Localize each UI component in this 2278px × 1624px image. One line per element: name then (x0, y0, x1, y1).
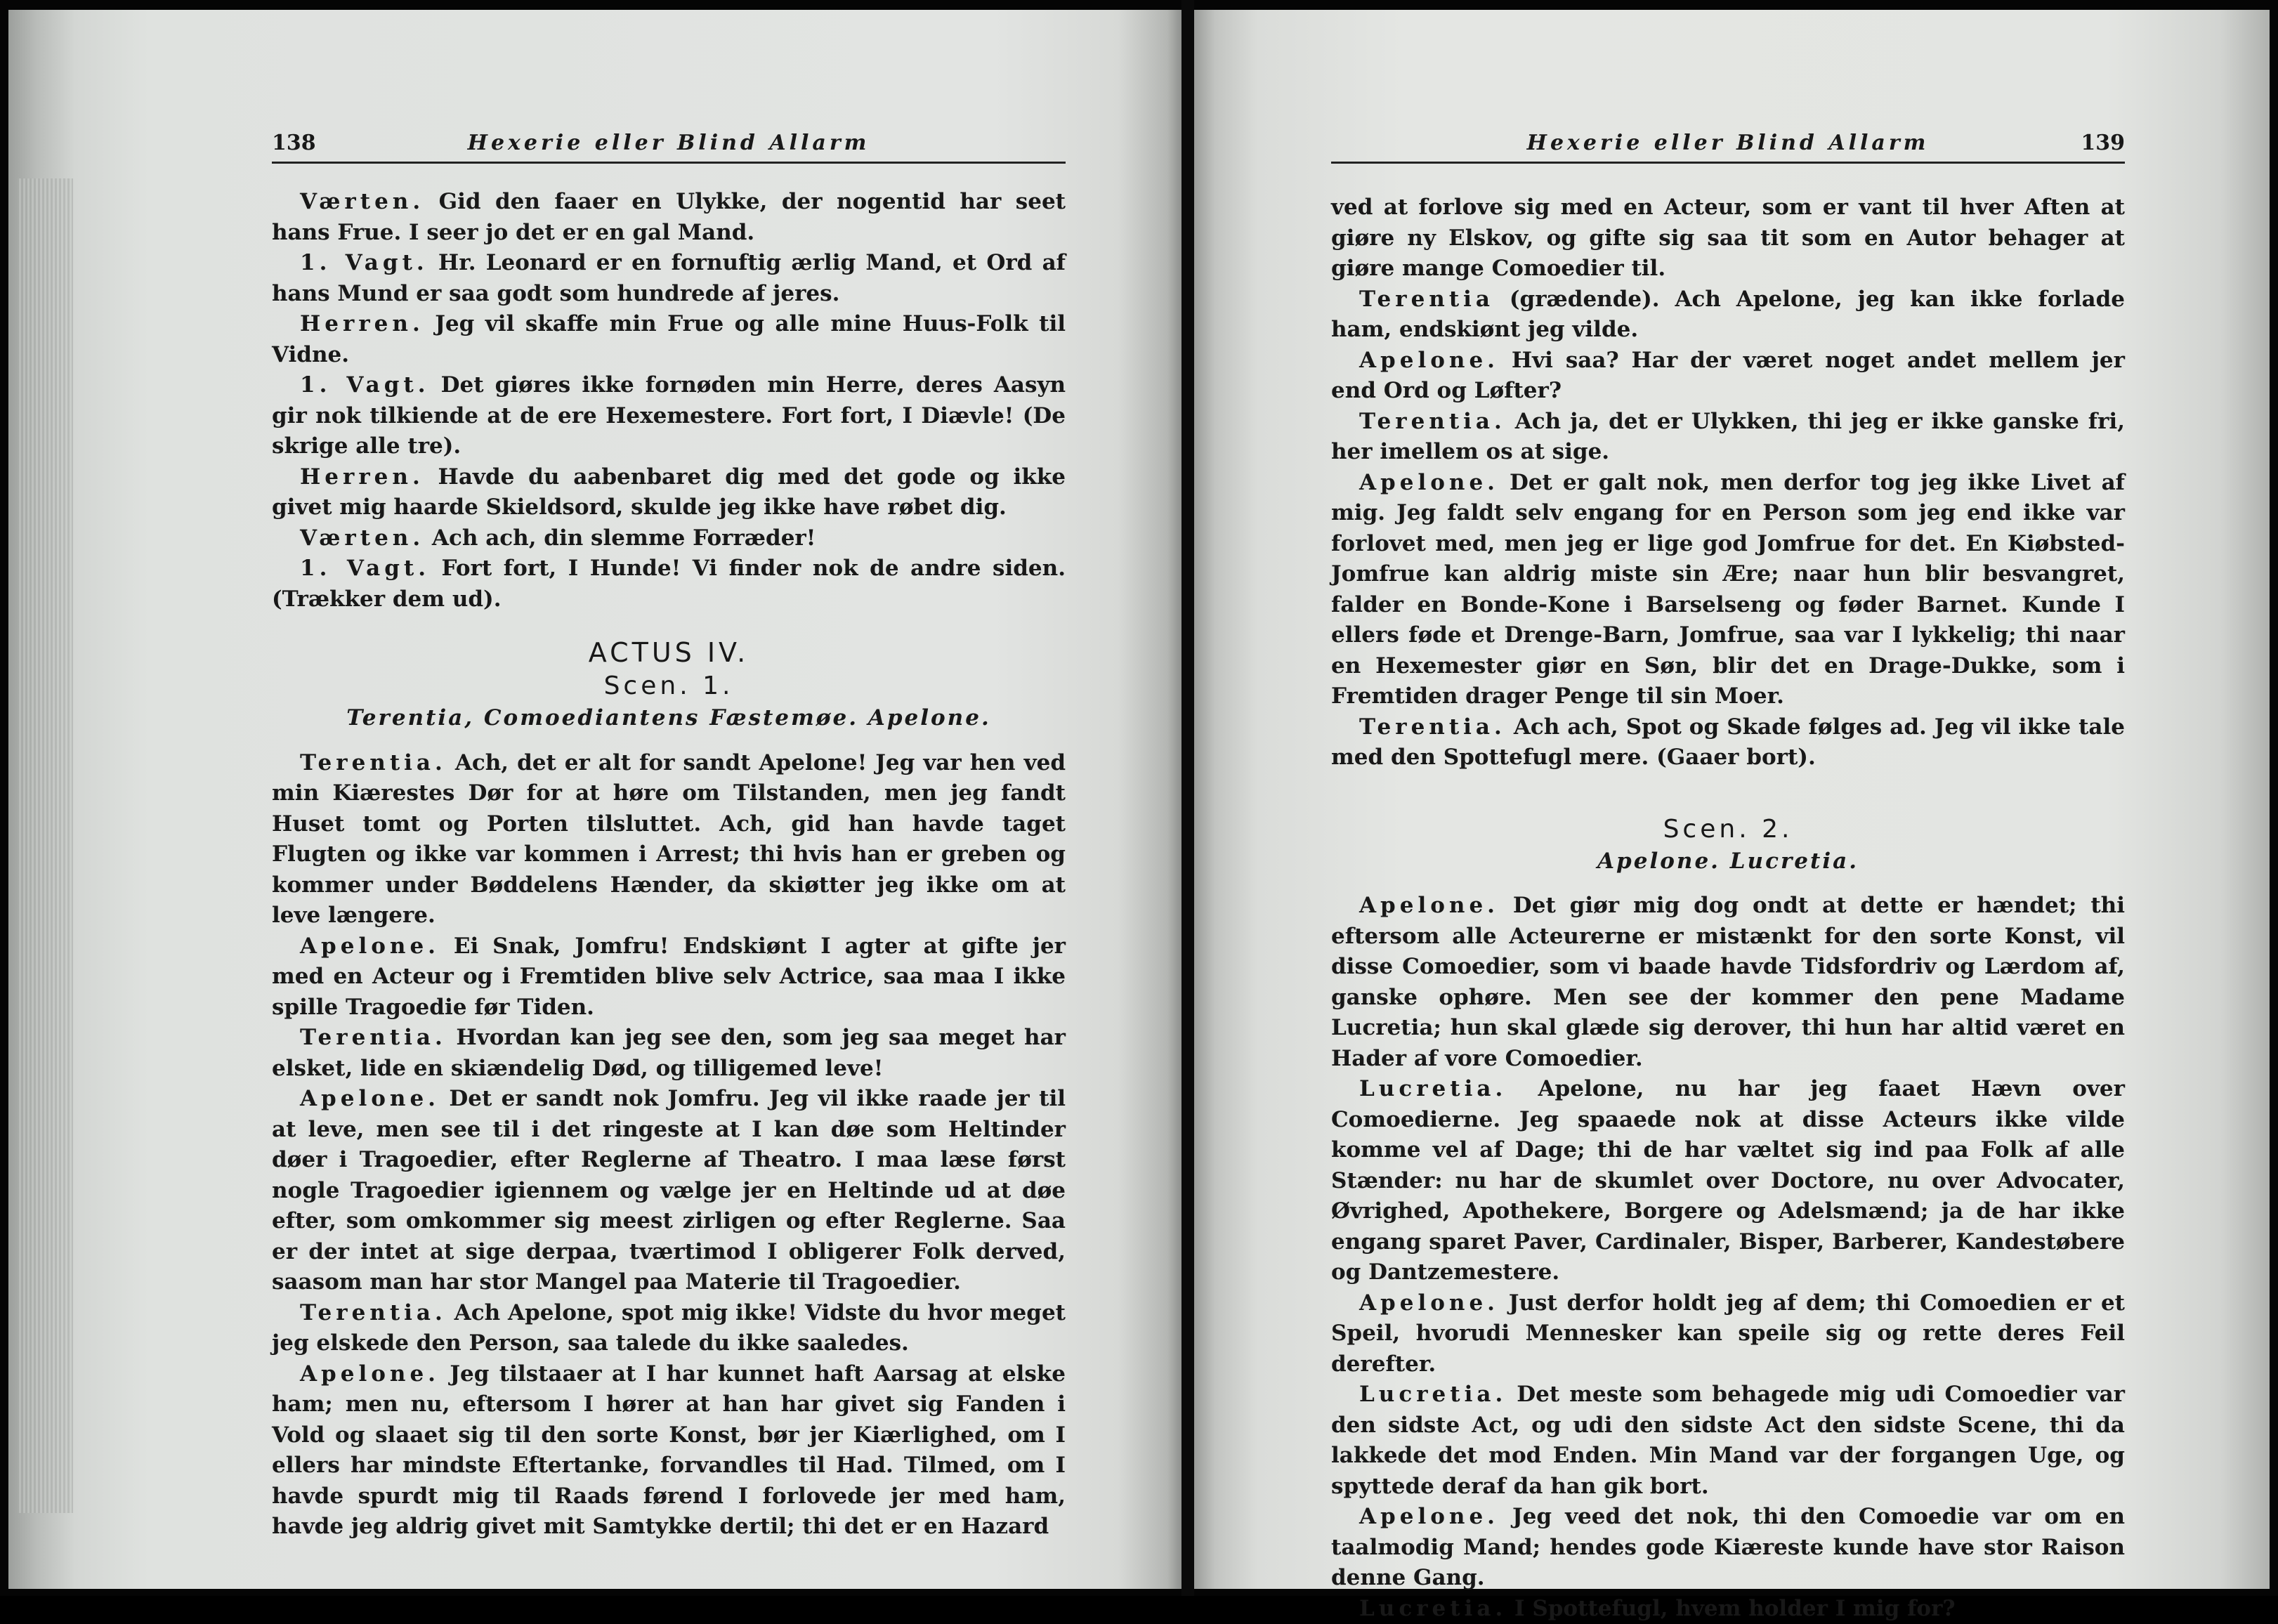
speaker-name: Terentia. (1359, 714, 1506, 740)
speech-paragraph (272, 1359, 1066, 1543)
speech-paragraph (272, 554, 1066, 615)
speech-paragraph (1331, 891, 2125, 1074)
speech-text: Hr. Leonard er en fornuftig ærlig Mand, et Ord af hans Mund er saa godt som hundrede af jeres. (272, 250, 1066, 306)
speech-paragraph (272, 370, 1066, 462)
persons-line: Terentia, Comoediantens Fæstemøe. Apelone. (272, 703, 1066, 734)
speech-text: Det er sandt nok Jomfru. Jeg vil ikke raade jer til at leve, men see til i det ringeste at I kan døe som Heltinder døer i Tragoedier, efter Reglerne af Theatro. I maa læse først nogle Tragoedier igiennem og vælge jer en Heltinde ud at døe efter, som omkommer sig meest zirligen og efter Reglerne. Saa er der intet at sige derpaa, tværtimod I obligerer Folk derved, saasom man har stor Mangel paa Materie til Tragoedier. (272, 1086, 1066, 1295)
speech-text: Just derfor holdt jeg af dem; thi Comoedien er et Speil, hvorudi Mennesker kan speile sig og rette deres Feil derefter. (1331, 1290, 2125, 1377)
speaker-name: 1. Vagt. (300, 250, 428, 275)
speaker-name: 1. Vagt. (300, 556, 430, 581)
speech-text: Ach Apelone, spot mig ikke! Vidste du hvor meget jeg elskede den Person, saa talede du ikke saaledes. (272, 1300, 1066, 1356)
speech-text: Fort fort, I Hunde! Vi finder nok de andre siden. (Trækker dem ud). (272, 556, 1066, 612)
book-gutter (1181, 0, 1194, 1596)
speaker-name: Terentia. (1359, 409, 1506, 434)
running-head-left (272, 126, 1066, 164)
speaker-name: Værten. (300, 525, 424, 551)
speech-text: ved at forlove sig med en Acteur, som er vant til hver Aften at giøre ny Elskov, og gifte sig saa tit som en Autor behager at giøre mange Comoedier til. (1331, 195, 2125, 281)
running-title: Hexerie eller Blind Allarm (272, 131, 1066, 155)
right-page-text (1331, 192, 2125, 1624)
speech-paragraph (272, 748, 1066, 931)
spacer (1331, 773, 2125, 813)
speaker-name: Herren. (300, 311, 424, 336)
speaker-name: Terentia. (300, 750, 447, 775)
speech-text: (grædende). Ach Apelone, jeg kan ikke forlade ham, endskiønt jeg vilde. (1331, 287, 2125, 343)
speech-paragraph (1331, 1502, 2125, 1594)
speaker-name: Apelone. (300, 1086, 440, 1111)
speaker-name: Apelone. (1359, 1504, 1499, 1529)
speech-text: Jeg veed det nok, thi den Comoedie var om en taalmodig Mand; hendes gode Kiæreste kunde have stor Raison denne Gang. (1331, 1504, 2125, 1590)
speech-text: Havde du aabenbaret dig med det gode og ikke givet mig haarde Skieldsord, skulde jeg ikke have røbet dig. (272, 464, 1066, 520)
speech-text: Gid den faaer en Ulykke, der nogentid har seet hans Frue. I seer jo det er en gal Mand. (272, 189, 1066, 245)
speech-text: Det er galt nok, men derfor tog jeg ikke Livet af mig. Jeg faldt selv engang for en Person som jeg end ikke var forlovet med, men jeg er lige god Jomfrue for det. En Kiøbsted-Jomfrue kan aldrig miste sin Ære; naar hun blir besvangret, falder en Bonde-Kone i Barselseng og føder Barnet. Kunde I ellers føde et Drenge-Barn, Jomfrue, saa var I lykkelig; thi naar en Hexemester giør en Søn, blir det en Drage-Dukke, som i Fremtiden drager Penge til sin Moer. (1331, 470, 2125, 709)
speech-paragraph (1331, 284, 2125, 346)
speech-paragraph (1331, 1594, 2125, 1624)
speech-text: Ach ach, Spot og Skade følges ad. Jeg vil ikke tale med den Spottefugl mere. (Gaaer bort). (1331, 714, 2125, 771)
speaker-name: Terentia. (300, 1300, 447, 1325)
speech-paragraph (272, 523, 1066, 554)
persons-line: Apelone. Lucretia. (1331, 846, 2125, 877)
speech-paragraph (1331, 346, 2125, 407)
speech-paragraph (272, 187, 1066, 248)
dialogue-block (1331, 891, 2125, 1624)
speaker-name: Apelone. (1359, 893, 1499, 918)
running-title: Hexerie eller Blind Allarm (1331, 131, 2125, 155)
speaker-name: Apelone. (1359, 1290, 1499, 1316)
speech-text: Jeg tilstaaer at I har kunnet haft Aarsag at elske ham; men nu, eftersom I hører at han har givet sig Fanden i Vold og slaaet sig til den sorte Konst, bør jer Kiærlighed, om I ellers har mindste Eftertanke, forvandles til Had. Tilmed, om I havde spurdt mig til Raads førend I forlovede jer med ham, havde jeg aldrig givet mit Samtykke dertil; thi det er en Hazard (272, 1361, 1066, 1540)
speaker-name: Terentia (1359, 287, 1494, 312)
speech-text: Jeg vil skaffe min Frue og alle mine Huus-Folk til Vidne. (272, 311, 1066, 367)
speaker-name: Apelone. (1359, 348, 1499, 373)
left-page-text (272, 187, 1066, 1543)
dialogue-block (272, 187, 1066, 615)
speech-paragraph (272, 1023, 1066, 1084)
speech-text: Ach ach, din slemme Forræder! (424, 525, 816, 551)
right-page (1194, 10, 2270, 1589)
speech-paragraph (272, 462, 1066, 523)
speech-paragraph (272, 1298, 1066, 1359)
speech-text: Det meste som behagede mig udi Comoedier var den sidste Act, og udi den sidste Act den sidste Scene, thi da lakkede det mod Enden. Min Mand var der forgangen Uge, og spyttede deraf da han gik bort. (1331, 1382, 2125, 1499)
speech-paragraph (1331, 1288, 2125, 1380)
speaker-name: Værten. (300, 189, 424, 214)
scene-heading: Scen. 2. (1331, 813, 2125, 846)
dialogue-block (272, 748, 1066, 1543)
speech-paragraph (1331, 712, 2125, 773)
speaker-name: 1. Vagt. (300, 372, 430, 398)
speaker-name: Terentia. (300, 1025, 447, 1050)
speech-paragraph (272, 931, 1066, 1023)
page-number: 139 (2081, 131, 2125, 155)
speech-paragraph (1331, 1380, 2125, 1502)
speech-paragraph (272, 309, 1066, 370)
speaker-name: Lucretia. (1359, 1596, 1507, 1621)
speech-paragraph (1331, 1074, 2125, 1288)
scene-heading: Scen. 1. (272, 669, 1066, 703)
speech-paragraph (1331, 407, 2125, 468)
speech-text: Det giør mig dog ondt at dette er hændet; thi eftersom alle Acteurerne er mistænkt for den sorte Konst, vil disse Comoedier, som vi baade havde Tidsfordriv og Lærdom af, ganske ophøre. Men see der kommer den pene Madame Lucretia; hun skal glæde sig derover, thi hun har altid været en Hader af vore Comoedier. (1331, 893, 2125, 1071)
page-edges (17, 178, 73, 1513)
speaker-name: Apelone. (1359, 470, 1499, 495)
speech-text: Hvordan kan jeg see den, som jeg saa meget har elsket, lide en skiændelig Død, og tilligemed leve! (272, 1025, 1066, 1081)
speech-text: Apelone, nu har jeg faaet Hævn over Comoedierne. Jeg spaaede nok at disse Acteurs ikke vilde komme vel af Dage; thi de har væltet sig ind paa Folk af alle Stænder: nu har de skumlet over Doctore, nu over Advocater, Øvrighed, Apothekere, Borgere og Adelsmænd; ja de har ikke engang sparet Paver, Cardinaler, Bisper, Barberer, Kandestøbere og Dantzemestere. (1331, 1076, 2125, 1285)
running-head-right (1331, 126, 2125, 164)
speech-text: Hvi saa? Har der været noget andet mellem jer end Ord og Løfter? (1331, 348, 2125, 404)
speech-text: Det giøres ikke fornøden min Herre, deres Aasyn gir nok tilkiende at de ere Hexemestere. Fort fort, I Diævle! (De skrige alle tre). (272, 372, 1066, 459)
speech-text: Ach, det er alt for sandt Apelone! Jeg var hen ved min Kiærestes Dør for at høre om Tilstanden, men jeg fandt Huset tomt og Porten tilsluttet. Ach, gid han havde taget Flugten og ikke var kommen i Arrest; thi hvis han er greben og kommer under Bøddelens Hænder, da skiøtter jeg ikke om at leve længere. (272, 750, 1066, 929)
speaker-name: Lucretia. (1359, 1382, 1507, 1407)
speaker-name: Herren. (300, 464, 424, 490)
speech-text: Ach ja, det er Ulykken, thi jeg er ikke ganske fri, her imellem os at sige. (1331, 409, 2125, 465)
page-number: 138 (272, 131, 316, 155)
speech-paragraph (272, 1084, 1066, 1298)
speech-text: Ei Snak, Jomfru! Endskiønt I agter at gifte jer med en Acteur og i Fremtiden blive selv Actrice, saa maa I ikke spille Tragoedie før Tiden. (272, 934, 1066, 1020)
speech-text: I Spottefugl, hvem holder I mig for? (1507, 1596, 1955, 1621)
speech-paragraph (1331, 192, 2125, 284)
speaker-name: Apelone. (300, 1361, 440, 1387)
speaker-name: Lucretia. (1359, 1076, 1507, 1101)
act-heading: ACTUS IV. (272, 636, 1066, 669)
speech-paragraph (272, 248, 1066, 309)
left-page (8, 10, 1181, 1589)
dialogue-block (1331, 192, 2125, 773)
speaker-name: Apelone. (300, 934, 440, 959)
speech-paragraph (1331, 468, 2125, 712)
